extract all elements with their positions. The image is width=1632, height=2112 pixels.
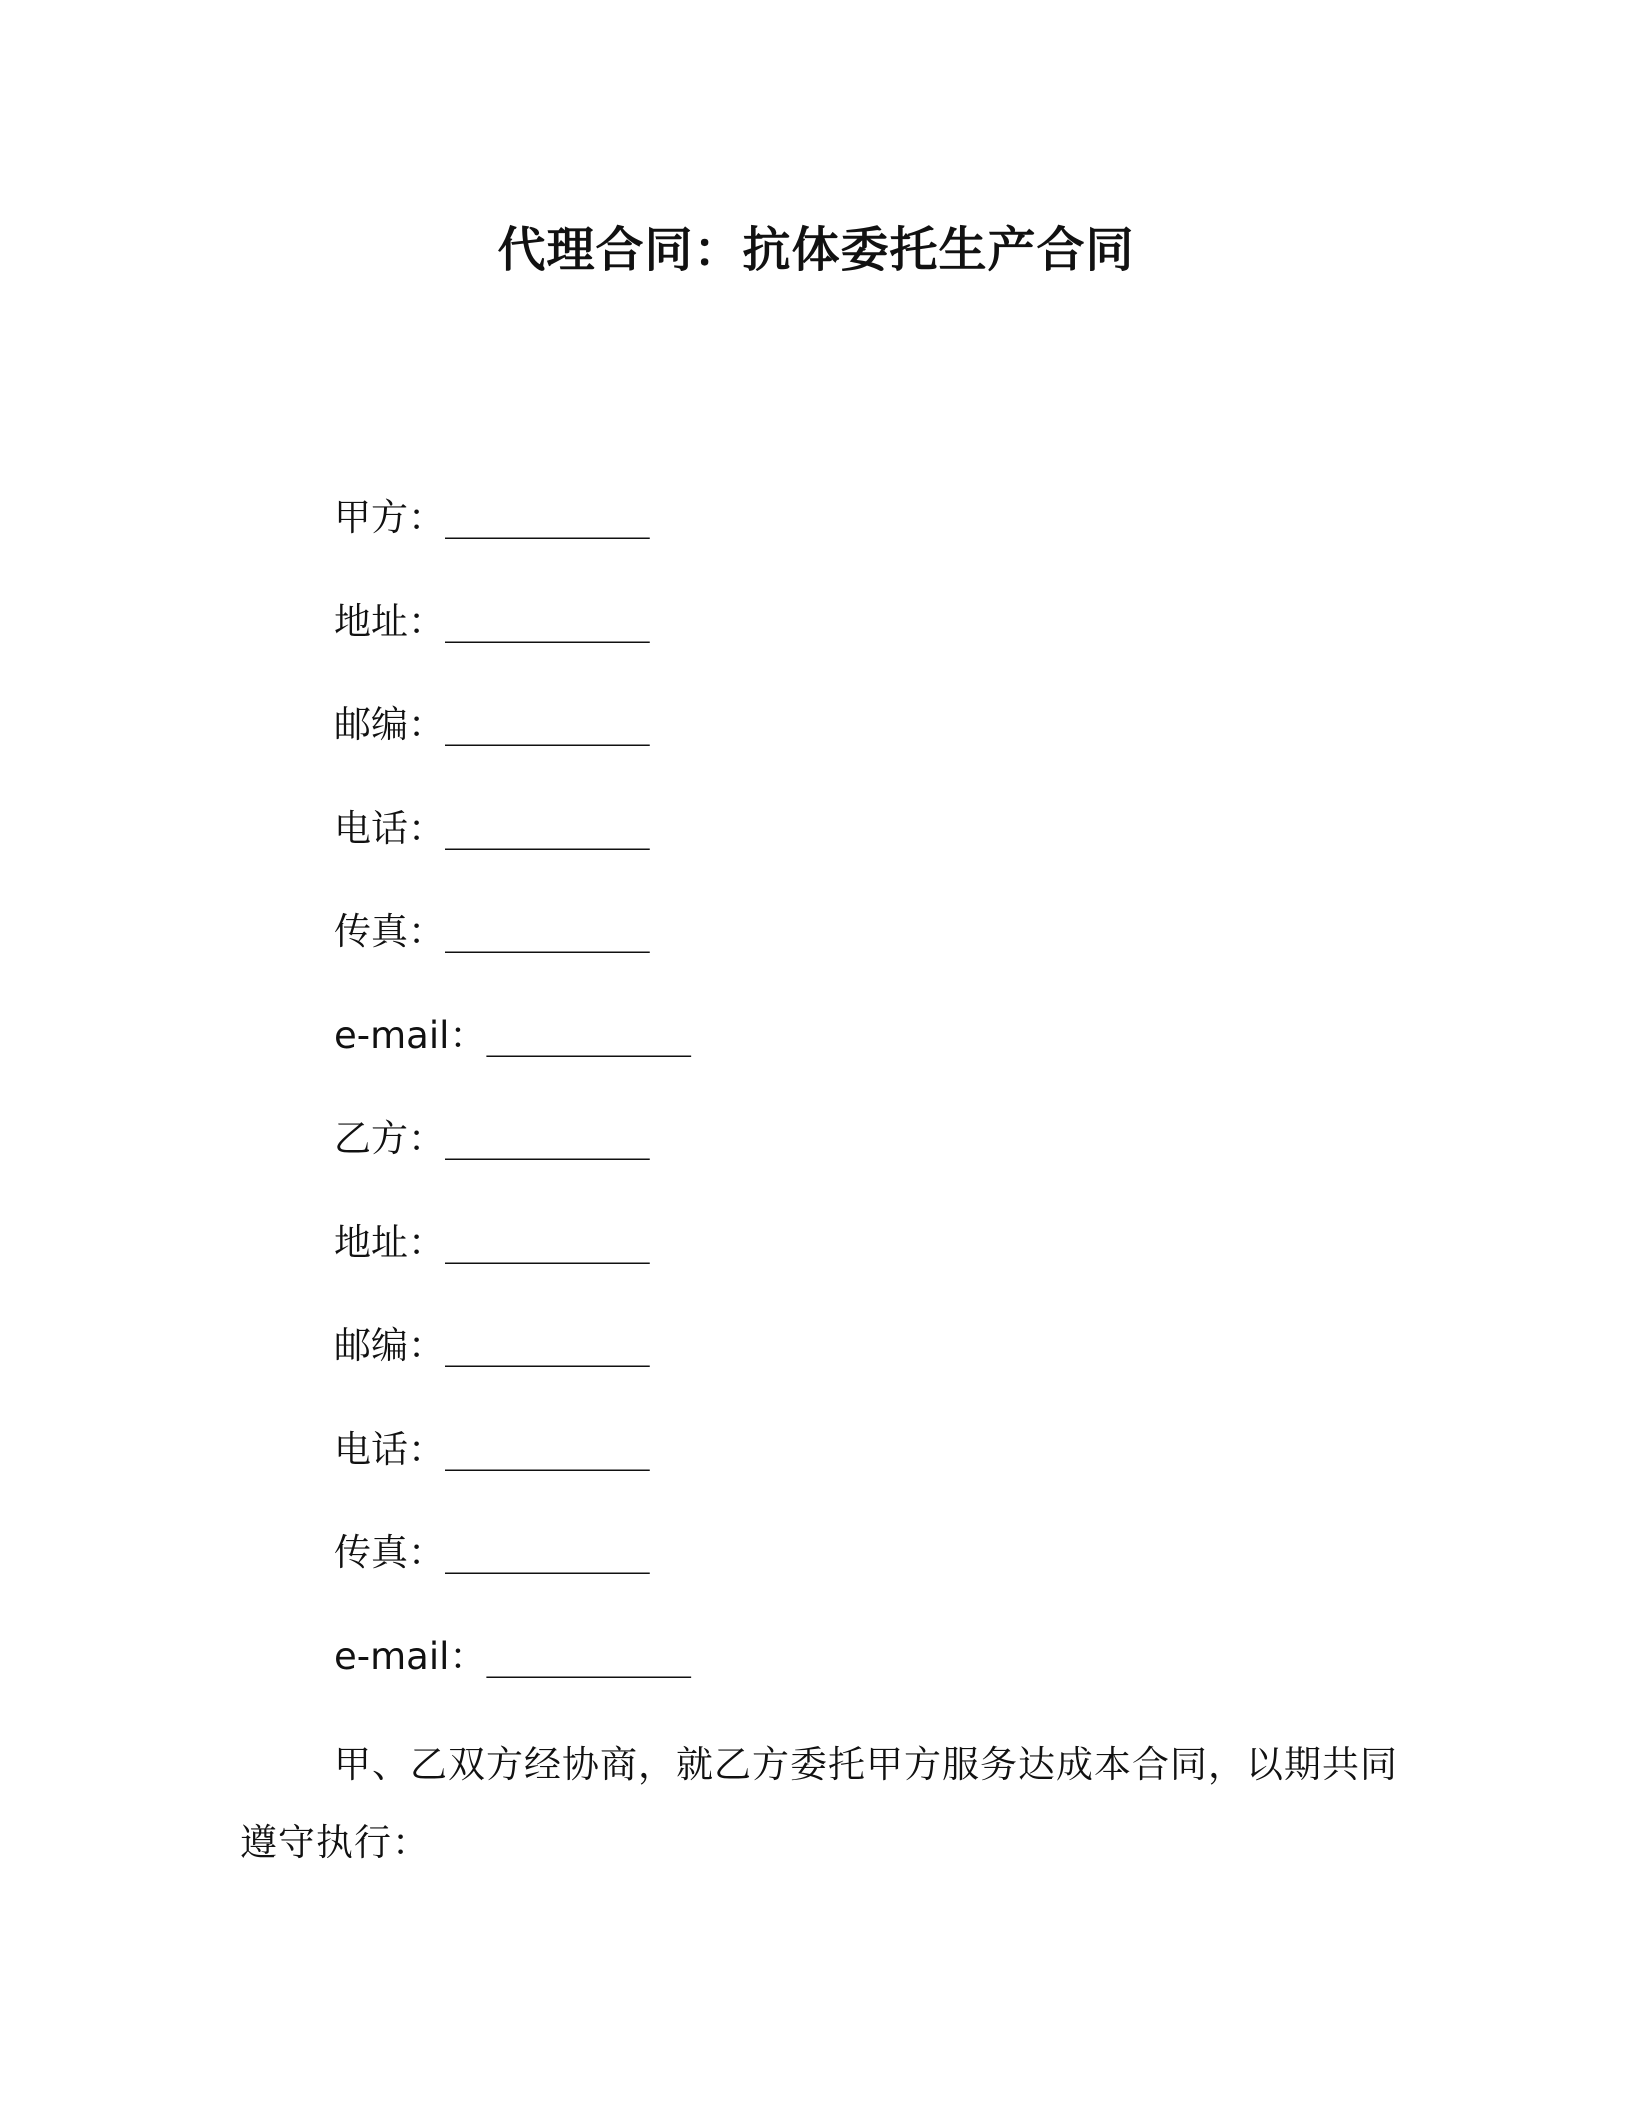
document-title: 代理合同：抗体委托生产合同 bbox=[497, 222, 1135, 278]
field-label: 邮编： bbox=[334, 1324, 445, 1367]
party-b-postcode-field bbox=[334, 1318, 689, 1422]
party-b-email-field bbox=[334, 1629, 689, 1733]
party-a-postcode-field bbox=[334, 697, 689, 801]
party-a-email-field bbox=[334, 1008, 689, 1112]
party-b-fax-field bbox=[334, 1525, 689, 1629]
field-blank: __________ bbox=[445, 1427, 648, 1471]
field-label: 传真： bbox=[334, 1531, 445, 1574]
field-blank: __________ bbox=[445, 599, 648, 643]
field-label: e-mail： bbox=[334, 1013, 487, 1057]
party-a-name-field bbox=[334, 490, 689, 594]
party-fields bbox=[334, 490, 689, 1732]
agreement-paragraph: 甲、乙双方经协商，就乙方委托甲方服务达成本合同，以期共同遵守执行： bbox=[240, 1743, 1398, 1864]
field-blank: __________ bbox=[445, 496, 648, 539]
field-blank: __________ bbox=[445, 1117, 648, 1160]
field-label: 电话： bbox=[334, 1427, 445, 1471]
field-label: e-mail： bbox=[334, 1634, 487, 1678]
field-blank: __________ bbox=[445, 910, 648, 953]
party-b-name-field bbox=[334, 1111, 689, 1215]
field-label: 邮编： bbox=[334, 703, 445, 746]
field-label: 传真： bbox=[334, 910, 445, 953]
field-blank: __________ bbox=[445, 703, 648, 746]
field-blank: __________ bbox=[445, 1220, 648, 1264]
field-blank: __________ bbox=[445, 1324, 648, 1367]
party-b-address-field bbox=[334, 1215, 689, 1319]
field-label: 乙方： bbox=[334, 1117, 445, 1160]
party-a-address-field bbox=[334, 594, 689, 698]
field-label: 电话： bbox=[334, 806, 445, 850]
field-blank: __________ bbox=[445, 806, 648, 850]
field-label: 甲方： bbox=[334, 496, 445, 539]
party-a-fax-field bbox=[334, 904, 689, 1008]
field-blank: __________ bbox=[486, 1013, 690, 1057]
party-a-phone-field bbox=[334, 801, 689, 905]
field-label: 地址： bbox=[334, 599, 445, 643]
field-blank: __________ bbox=[445, 1531, 648, 1574]
field-label: 地址： bbox=[334, 1220, 445, 1264]
party-b-phone-field bbox=[334, 1422, 689, 1526]
field-blank: __________ bbox=[486, 1634, 690, 1678]
